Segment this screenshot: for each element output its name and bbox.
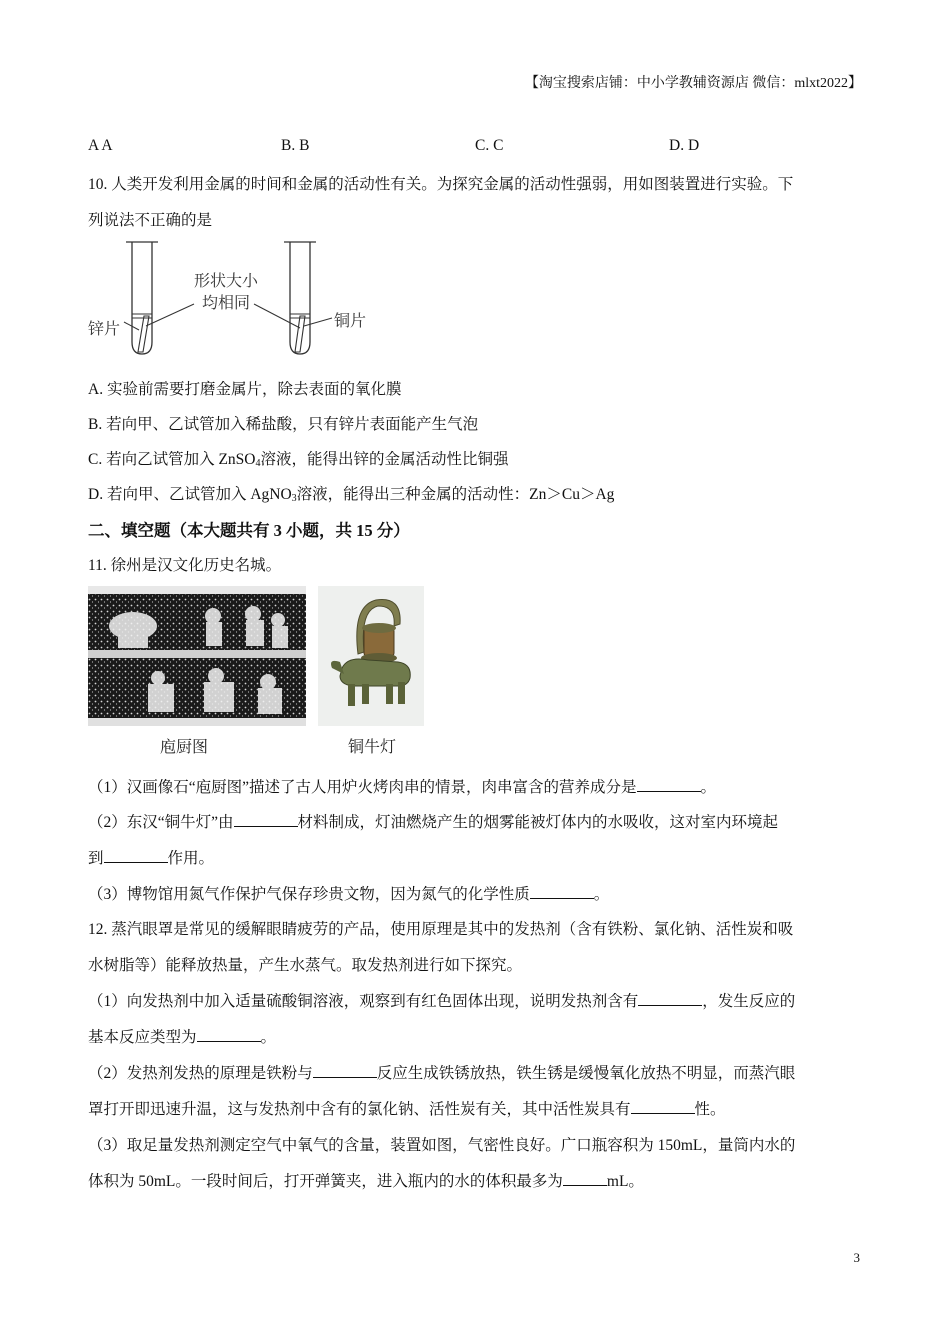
q10-option-c: C. 若向乙试管加入 ZnSO$_4$溶液，能得出锌的金属活动性比铜强 [88,451,509,469]
answer-blank [563,1171,607,1186]
page-header: 【淘宝搜索店铺：中小学教辅资源店 微信：mlxt2022】 [524,76,862,91]
q9-option-a: A A [88,137,113,154]
caption-kitchen: 庖厨图 [160,737,209,756]
q12-part3: （3）取足量发热剂测定空气中氧气的含量，装置如图，气密性良好。广口瓶容积为 150mL，量筒内水的 [88,1137,796,1154]
label-same-shape-line1: 形状大小 [194,271,259,290]
q9-option-b: B. B [281,137,310,154]
label-same-shape-line2: 均相同 [202,293,251,312]
answer-blank [313,1063,377,1078]
q10-stem-line1: 10. 人类开发利用金属的时间和金属的活动性有关。为探究金属的活动性强弱，用如图装置进行实验。下 [88,176,794,193]
section-title: 二、填空题（本大题共有 3 小题，共 15 分） [88,521,410,540]
answer-blank [530,884,594,899]
label-zinc: 锌片 [88,319,121,338]
label-copper: 铜片 [334,311,367,330]
answer-blank [638,991,702,1006]
q12-part1-cont: 基本反应类型为 。 [88,1029,277,1046]
page-number: 3 [853,1250,860,1265]
kitchen-relief-image [88,586,306,726]
q12-part2-cont: 罩打开即迅速升温，这与发热剂中含有的氯化钠、活性炭有关，其中活性炭具有 性。 [88,1101,726,1118]
answer-blank [631,1099,695,1114]
q9-option-d: D. D [669,137,700,154]
bronze-ox-lamp-image [318,586,424,726]
q12-stem-line2: 水树脂等）能释放热量，产生水蒸气。取发热剂进行如下探究。 [88,957,523,974]
q10-option-a: A. 实验前需要打磨金属片，除去表面的氧化膜 [88,381,402,398]
answer-blank [234,812,298,827]
q10-stem-line2: 列说法不正确的是 [88,212,213,229]
q11-part1: （1）汉画像石“庖厨图”描述了古人用炉火烤肉串的情景，肉串富含的营养成分是 。 [88,779,717,796]
caption-ox-lamp: 铜牛灯 [348,737,397,756]
q11-part2: （2）东汉“铜牛灯”由 材料制成，灯油燃烧产生的烟雾能被灯体内的水吸收，这对室内环境起 [88,814,779,831]
answer-blank [197,1027,261,1042]
q10-option-b: B. 若向甲、乙试管加入稀盐酸，只有锌片表面能产生气泡 [88,416,479,433]
q12-part1: （1）向发热剂中加入适量硫酸铜溶液，观察到有红色固体出现，说明发热剂含有 ，发生反应的 [88,993,796,1010]
q12-part3-cont: 体积为 50mL。一段时间后，打开弹簧夹，进入瓶内的水的体积最多为 mL。 [88,1173,644,1190]
q11-part3: （3）博物馆用氮气作保护气保存珍贵文物，因为氮气的化学性质 。 [88,886,610,903]
answer-blank [104,848,168,863]
q11-part2-cont: 到 作用。 [88,850,215,867]
q10-option-d: D. 若向甲、乙试管加入 AgNO$_3$溶液，能得出三种金属的活动性：Zn＞Cu＞Ag [88,486,615,504]
answer-blank [637,777,701,792]
q12-stem-line1: 12. 蒸汽眼罩是常见的缓解眼睛疲劳的产品，使用原理是其中的发热剂（含有铁粉、氯化钠、活性炭和吸 [88,921,794,938]
q11-stem: 11. 徐州是汉文化历史名城。 [88,557,282,574]
q9-option-c: C. C [475,137,504,154]
q12-part2: （2）发热剂发热的原理是铁粉与 反应生成铁锈放热，铁生锈是缓慢氧化放热不明显，而蒸汽眼 [88,1065,796,1082]
